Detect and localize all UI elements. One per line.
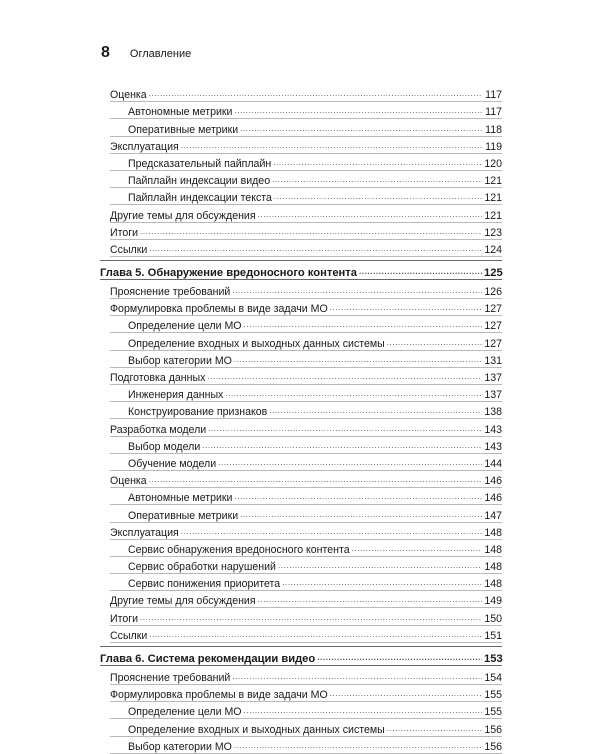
toc-entry-page: 127 <box>484 303 502 316</box>
toc-entry <box>110 574 502 591</box>
toc-leader-dots <box>149 629 482 641</box>
toc-entry-page: 147 <box>484 509 502 522</box>
toc-entry <box>110 368 502 385</box>
toc-leader-dots <box>234 491 482 503</box>
toc-entry-title: Определение входных и выходных данных системы <box>128 723 385 736</box>
toc-entry-title: Оценка <box>110 89 147 102</box>
toc-entry-page: 155 <box>484 689 502 702</box>
toc-leader-dots <box>244 319 482 331</box>
toc-entry-page: 127 <box>484 337 502 350</box>
toc-leader-dots <box>359 266 482 278</box>
toc-entry-title: Конструирование признаков <box>128 406 268 419</box>
toc-leader-dots <box>234 105 482 117</box>
toc-entry <box>110 316 502 333</box>
toc-entry-page: 143 <box>484 423 502 436</box>
toc-entry <box>110 188 502 205</box>
toc-entry <box>110 608 502 625</box>
toc-entry-title: Формулировка проблемы в виде задачи МО <box>110 689 328 702</box>
toc-leader-dots <box>140 226 482 238</box>
table-of-contents <box>100 85 503 754</box>
toc-entry-title: Предсказательный пайплайн <box>128 157 272 170</box>
toc-leader-dots <box>317 652 482 664</box>
toc-leader-dots <box>232 285 482 297</box>
toc-leader-dots <box>225 388 482 400</box>
toc-entry-title: Автономные метрики <box>128 492 233 505</box>
toc-leader-dots <box>273 157 482 169</box>
toc-entry-title: Подготовка данных <box>110 372 206 384</box>
toc-entry-title: Итоги <box>110 226 139 239</box>
toc-leader-dots <box>282 577 482 589</box>
toc-leader-dots <box>387 337 482 349</box>
toc-entry-title: Обучение модели <box>128 457 217 470</box>
toc-entry <box>110 299 502 316</box>
toc-entry-page: 119 <box>485 140 502 153</box>
toc-entry <box>110 351 502 368</box>
toc-entry <box>110 591 502 608</box>
toc-entry-page: 148 <box>484 526 502 539</box>
toc-entry-title: Пайплайн индексации текста <box>128 192 272 205</box>
toc-entry-page: 146 <box>484 475 502 488</box>
toc-entry <box>110 154 502 171</box>
toc-entry-page: 156 <box>484 740 502 753</box>
toc-entry-page: 148 <box>484 578 502 591</box>
toc-entry <box>110 137 502 154</box>
toc-entry-title: Эксплуатация <box>110 526 179 539</box>
toc-entry-title: Разработка модели <box>110 423 207 436</box>
toc-entry <box>110 488 502 505</box>
toc-entry-title: Сервис обработки нарушений <box>128 561 276 574</box>
toc-entry-page: 121 <box>484 209 502 222</box>
toc-entry-title: Выбор модели <box>128 440 201 453</box>
toc-entry <box>110 702 502 719</box>
toc-entry-title: Автономные метрики <box>128 106 233 119</box>
toc-leader-dots <box>140 612 482 624</box>
page-header <box>101 44 191 62</box>
toc-entry-page: 146 <box>484 492 502 505</box>
toc-entry-title: Оперативные метрики <box>128 509 239 522</box>
toc-leader-dots <box>149 88 482 100</box>
toc-entry-title: Ссылки <box>110 629 148 642</box>
toc-entry-title: Ссылки <box>110 243 148 256</box>
toc-entry-page: 149 <box>484 595 502 608</box>
toc-leader-dots <box>258 209 482 221</box>
toc-entry-page: 153 <box>484 652 503 665</box>
toc-leader-dots <box>272 174 482 186</box>
toc-entry <box>110 523 502 540</box>
toc-leader-dots <box>149 474 482 486</box>
toc-entry <box>110 333 502 350</box>
toc-entry <box>110 471 502 488</box>
toc-leader-dots <box>269 405 482 417</box>
toc-entry-title: Инженерия данных <box>128 389 224 402</box>
toc-leader-dots <box>207 371 482 383</box>
toc-leader-dots <box>240 509 482 521</box>
toc-entry-page: 127 <box>484 320 502 333</box>
toc-leader-dots <box>244 705 482 717</box>
toc-entry-title: Итоги <box>110 612 139 625</box>
toc-entry-title: Определение цели МО <box>128 706 242 719</box>
toc-entry <box>110 102 502 119</box>
toc-entry <box>110 402 502 419</box>
toc-entry <box>110 557 502 574</box>
toc-entry <box>110 419 502 436</box>
toc-entry-title: Определение входных и выходных данных системы <box>128 337 385 350</box>
toc-entry-title: Определение цели МО <box>128 320 242 333</box>
toc-entry <box>110 540 502 557</box>
toc-entry-title: Выбор категории МО <box>128 740 232 753</box>
toc-entry <box>110 223 502 240</box>
toc-leader-dots <box>330 688 482 700</box>
toc-entry <box>110 171 502 188</box>
toc-entry-title: Оперативные метрики <box>128 123 239 136</box>
toc-entry <box>110 719 502 736</box>
toc-leader-dots <box>352 543 482 555</box>
toc-entry-title: Выбор категории МО <box>128 354 232 367</box>
toc-entry-page: 144 <box>484 457 502 470</box>
toc-leader-dots <box>234 354 482 366</box>
toc-entry <box>110 240 502 257</box>
toc-entry-page: 148 <box>484 561 502 574</box>
toc-entry <box>110 85 502 102</box>
toc-entry-page: 138 <box>484 406 502 419</box>
toc-entry-page: 124 <box>484 243 502 256</box>
toc-entry-title: Другие темы для обсуждения <box>110 209 256 222</box>
toc-entry <box>110 737 502 754</box>
toc-entry-page: 125 <box>484 266 503 279</box>
toc-entry <box>110 454 502 471</box>
toc-leader-dots <box>240 123 482 135</box>
toc-chapter-entry <box>100 260 502 280</box>
toc-entry-title: Оценка <box>110 475 147 488</box>
toc-entry-page: 150 <box>484 612 502 625</box>
toc-entry <box>110 119 502 136</box>
toc-leader-dots <box>202 440 482 452</box>
toc-entry-page: 123 <box>484 226 502 239</box>
toc-entry <box>110 437 502 454</box>
toc-entry-page: 126 <box>484 286 502 299</box>
toc-entry-page: 143 <box>484 440 502 453</box>
toc-entry-title: Прояснение требований <box>110 286 231 299</box>
toc-entry-page: 118 <box>485 123 502 136</box>
toc-entry-page: 117 <box>485 106 502 119</box>
toc-leader-dots <box>232 671 482 683</box>
toc-entry-page: 148 <box>484 543 502 556</box>
toc-entry-page: 131 <box>484 354 502 367</box>
running-title: Оглавление <box>129 48 192 60</box>
toc-entry-title: Эксплуатация <box>110 140 179 153</box>
toc-entry-page: 121 <box>484 192 502 205</box>
toc-leader-dots <box>330 302 482 314</box>
toc-entry <box>110 282 502 299</box>
toc-leader-dots <box>387 723 482 735</box>
toc-entry <box>110 505 502 522</box>
toc-entry-page: 151 <box>484 629 502 642</box>
toc-leader-dots <box>181 526 482 538</box>
toc-entry-page: 137 <box>484 372 502 384</box>
toc-entry <box>110 626 502 643</box>
toc-entry-title: Глава 5. Обнаружение вредоносного контента <box>100 266 357 279</box>
toc-entry-title: Другие темы для обсуждения <box>110 595 256 608</box>
toc-entry-page: 156 <box>484 723 502 736</box>
toc-entry-title: Формулировка проблемы в виде задачи МО <box>110 303 328 316</box>
toc-entry <box>110 205 502 222</box>
toc-entry-page: 154 <box>484 672 502 684</box>
toc-leader-dots <box>278 560 482 572</box>
toc-leader-dots <box>218 457 482 469</box>
toc-entry-title: Сервис обнаружения вредоносного контента <box>128 543 350 556</box>
toc-leader-dots <box>149 243 482 255</box>
toc-entry-page: 117 <box>485 89 502 102</box>
toc-chapter-entry <box>100 646 502 666</box>
page-number: 8 <box>101 44 110 61</box>
toc-entry-page: 137 <box>484 389 502 402</box>
toc-entry-page: 155 <box>484 706 502 719</box>
toc-entry-title: Сервис понижения приоритета <box>128 578 281 591</box>
toc-entry <box>110 668 502 685</box>
toc-leader-dots <box>208 423 482 435</box>
toc-entry-page: 120 <box>484 157 502 170</box>
toc-entry-title: Глава 6. Система рекомендации видео <box>100 652 316 665</box>
toc-entry <box>110 385 502 402</box>
toc-entry <box>110 685 502 702</box>
toc-entry-page: 121 <box>484 175 502 188</box>
toc-leader-dots <box>274 191 482 203</box>
toc-leader-dots <box>181 140 482 152</box>
toc-entry-title: Пайплайн индексации видео <box>128 175 271 188</box>
toc-entry-title: Прояснение требований <box>110 672 231 684</box>
toc-leader-dots <box>258 594 482 606</box>
